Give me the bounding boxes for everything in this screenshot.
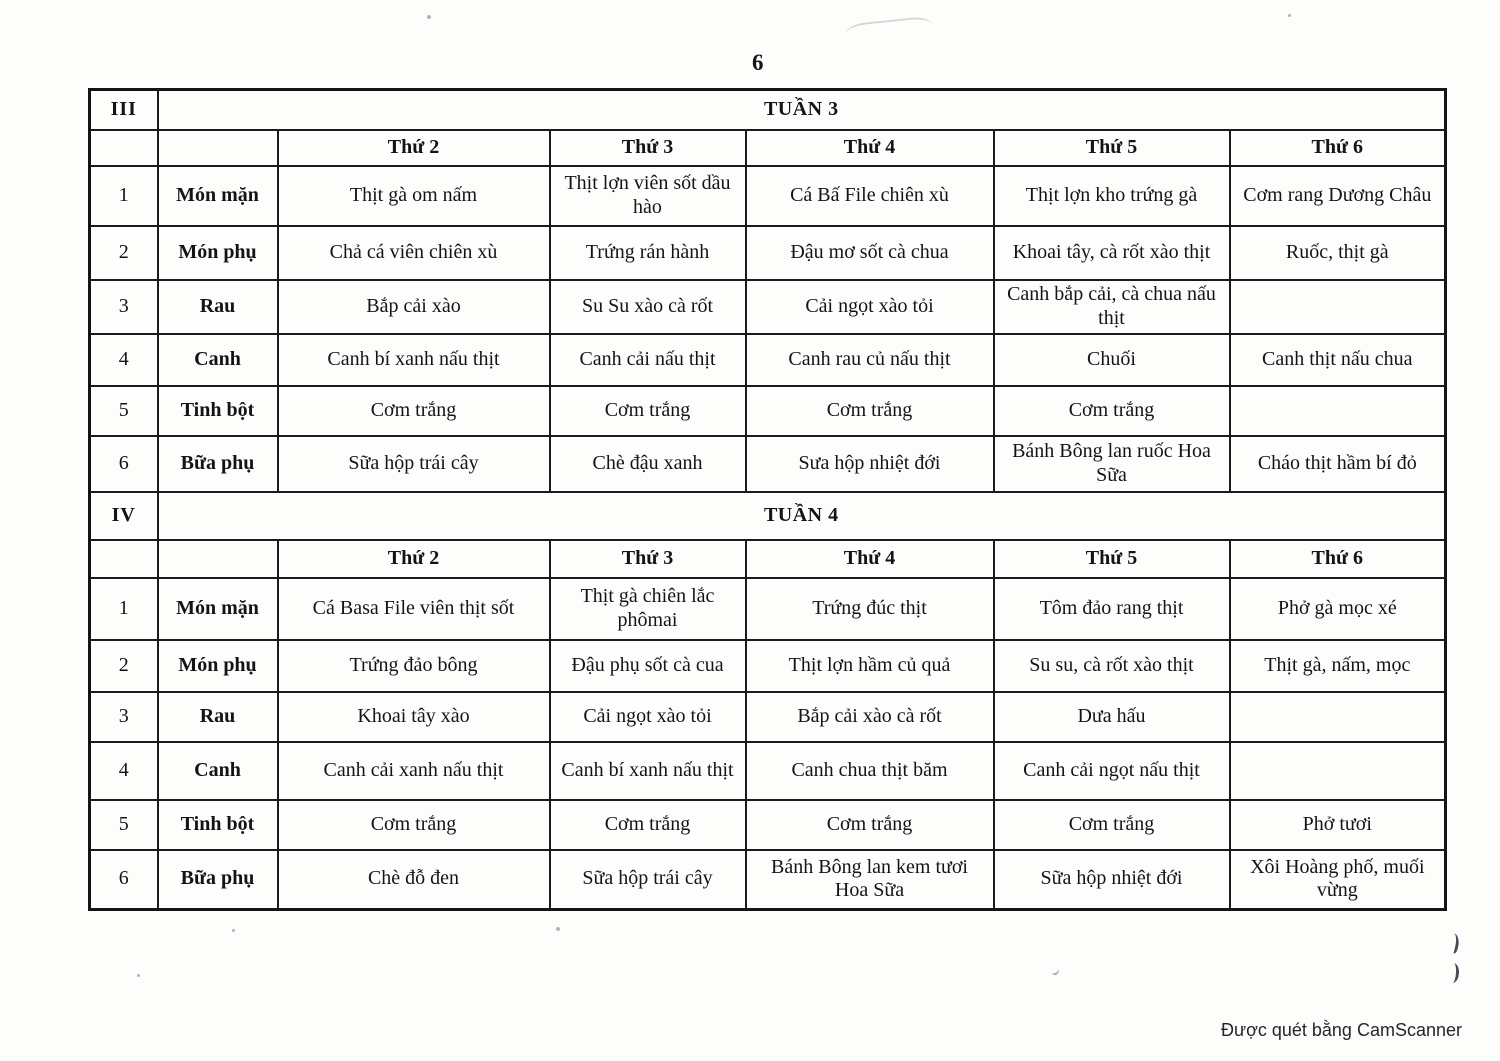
day-header-cell: Thứ 4	[746, 540, 994, 578]
menu-cell: Phở gà mọc xé	[1230, 578, 1446, 640]
scan-speck	[1288, 14, 1291, 17]
menu-cell: Cơm trắng	[278, 800, 550, 850]
row-number: 5	[90, 386, 158, 436]
section-roman-numeral: IV	[90, 492, 158, 540]
menu-row	[90, 692, 1446, 742]
menu-row	[90, 280, 1446, 334]
scan-curve-artifact	[845, 16, 932, 43]
blank-cell	[90, 540, 158, 578]
menu-cell: Cải ngọt xào tỏi	[746, 280, 994, 334]
menu-cell: Chả cá viên chiên xù	[278, 226, 550, 280]
row-number: 5	[90, 800, 158, 850]
menu-row	[90, 640, 1446, 692]
menu-cell: Dưa hấu	[994, 692, 1230, 742]
menu-row	[90, 800, 1446, 850]
day-header-cell: Thứ 3	[550, 540, 746, 578]
page-number: 6	[752, 50, 764, 75]
menu-cell: Canh bắp cải, cà chua nấu thịt	[994, 280, 1230, 334]
section-title: TUẦN 3	[158, 90, 1446, 130]
menu-cell: Cơm trắng	[746, 386, 994, 436]
menu-cell: Khoai tây xào	[278, 692, 550, 742]
menu-cell: Chè đỗ đen	[278, 850, 550, 910]
day-header-row	[90, 130, 1446, 166]
menu-cell: Xôi Hoàng phố, muối vừng	[1230, 850, 1446, 910]
day-header-cell: Thứ 3	[550, 130, 746, 166]
day-header-cell: Thứ 4	[746, 130, 994, 166]
menu-cell: Sữa hộp trái cây	[278, 436, 550, 492]
row-number: 2	[90, 226, 158, 280]
scan-squiggle	[1050, 965, 1061, 976]
menu-row	[90, 386, 1446, 436]
menu-cell: Canh chua thịt băm	[746, 742, 994, 800]
row-number: 3	[90, 692, 158, 742]
menu-cell: Sưa hộp nhiệt đới	[746, 436, 994, 492]
section-header-row	[90, 90, 1446, 130]
menu-cell: Canh cải nấu thịt	[550, 334, 746, 386]
menu-cell: Canh bí xanh nấu thịt	[278, 334, 550, 386]
menu-row	[90, 334, 1446, 386]
menu-cell	[1230, 386, 1446, 436]
menu-cell: Sữa hộp nhiệt đới	[994, 850, 1230, 910]
row-number: 4	[90, 742, 158, 800]
row-number: 6	[90, 850, 158, 910]
menu-cell: Khoai tây, cà rốt xào thịt	[994, 226, 1230, 280]
row-number: 6	[90, 436, 158, 492]
row-category: Món phụ	[158, 226, 278, 280]
menu-table	[88, 88, 1447, 911]
menu-row	[90, 850, 1446, 910]
row-number: 3	[90, 280, 158, 334]
blank-cell	[158, 130, 278, 166]
menu-cell: Trứng đảo bông	[278, 640, 550, 692]
menu-cell: Sữa hộp trái cây	[550, 850, 746, 910]
menu-cell	[1230, 692, 1446, 742]
menu-cell: Thịt lợn hầm củ quả	[746, 640, 994, 692]
menu-cell: Cơm trắng	[746, 800, 994, 850]
menu-cell: Bắp cải xào cà rốt	[746, 692, 994, 742]
row-category: Bữa phụ	[158, 436, 278, 492]
menu-cell: Bánh Bông lan kem tươi Hoa Sữa	[746, 850, 994, 910]
menu-cell: Phở tươi	[1230, 800, 1446, 850]
menu-cell: Thịt lợn viên sốt dầu hào	[550, 166, 746, 226]
menu-row	[90, 436, 1446, 492]
day-header-cell: Thứ 2	[278, 540, 550, 578]
blank-cell	[90, 130, 158, 166]
day-header-row	[90, 540, 1446, 578]
menu-cell: Cơm trắng	[994, 386, 1230, 436]
day-header-cell: Thứ 2	[278, 130, 550, 166]
menu-cell: Cơm trắng	[278, 386, 550, 436]
row-category: Rau	[158, 692, 278, 742]
menu-row	[90, 578, 1446, 640]
row-category: Tinh bột	[158, 386, 278, 436]
menu-cell: Cơm trắng	[550, 386, 746, 436]
menu-cell	[1230, 280, 1446, 334]
menu-row	[90, 226, 1446, 280]
menu-cell: Su su, cà rốt xào thịt	[994, 640, 1230, 692]
menu-cell: Cá Bấ File chiên xù	[746, 166, 994, 226]
menu-cell: Cải ngọt xào tỏi	[550, 692, 746, 742]
menu-row	[90, 742, 1446, 800]
menu-cell: Cơm rang Dương Châu	[1230, 166, 1446, 226]
menu-cell: Canh rau củ nấu thịt	[746, 334, 994, 386]
menu-cell: Tôm đảo rang thịt	[994, 578, 1230, 640]
menu-cell: Bánh Bông lan ruốc Hoa Sữa	[994, 436, 1230, 492]
section-header-row	[90, 492, 1446, 540]
day-header-cell: Thứ 6	[1230, 540, 1446, 578]
menu-cell: Đậu mơ sốt cà chua	[746, 226, 994, 280]
row-category: Rau	[158, 280, 278, 334]
menu-cell: Thịt gà, nấm, mọc	[1230, 640, 1446, 692]
day-header-cell: Thứ 5	[994, 130, 1230, 166]
menu-cell: Thịt lợn kho trứng gà	[994, 166, 1230, 226]
section-roman-numeral: III	[90, 90, 158, 130]
menu-cell	[1230, 742, 1446, 800]
menu-cell: Trứng rán hành	[550, 226, 746, 280]
menu-cell: Canh cải ngọt nấu thịt	[994, 742, 1230, 800]
row-category: Món mặn	[158, 166, 278, 226]
menu-row	[90, 166, 1446, 226]
menu-cell: Canh bí xanh nấu thịt	[550, 742, 746, 800]
row-category: Món mặn	[158, 578, 278, 640]
scan-speck	[427, 15, 431, 19]
menu-cell: Cơm trắng	[994, 800, 1230, 850]
row-number: 1	[90, 578, 158, 640]
row-category: Bữa phụ	[158, 850, 278, 910]
row-category: Tinh bột	[158, 800, 278, 850]
menu-cell: Cá Basa File viên thịt sốt	[278, 578, 550, 640]
row-category: Canh	[158, 742, 278, 800]
menu-cell: Chè đậu xanh	[550, 436, 746, 492]
scan-speck	[556, 927, 560, 931]
pen-mark	[1446, 963, 1459, 984]
blank-cell	[158, 540, 278, 578]
scan-speck	[137, 974, 140, 977]
menu-cell: Cơm trắng	[550, 800, 746, 850]
section-title: TUẦN 4	[158, 492, 1446, 540]
row-number: 2	[90, 640, 158, 692]
menu-cell: Đậu phụ sốt cà cua	[550, 640, 746, 692]
row-number: 1	[90, 166, 158, 226]
menu-cell: Chuối	[994, 334, 1230, 386]
menu-cell: Thịt gà chiên lắc phômai	[550, 578, 746, 640]
row-category: Món phụ	[158, 640, 278, 692]
row-category: Canh	[158, 334, 278, 386]
scan-speck	[232, 929, 235, 932]
menu-cell: Canh thịt nấu chua	[1230, 334, 1446, 386]
menu-cell: Thịt gà om nấm	[278, 166, 550, 226]
menu-cell: Cháo thịt hầm bí đỏ	[1230, 436, 1446, 492]
row-number: 4	[90, 334, 158, 386]
camscanner-watermark: Được quét bằng CamScanner	[1221, 1020, 1462, 1040]
menu-cell: Canh cải xanh nấu thịt	[278, 742, 550, 800]
menu-cell: Su Su xào cà rốt	[550, 280, 746, 334]
pen-mark	[1445, 932, 1461, 954]
day-header-cell: Thứ 6	[1230, 130, 1446, 166]
day-header-cell: Thứ 5	[994, 540, 1230, 578]
menu-cell: Bắp cải xào	[278, 280, 550, 334]
menu-cell: Ruốc, thịt gà	[1230, 226, 1446, 280]
menu-cell: Trứng đúc thịt	[746, 578, 994, 640]
